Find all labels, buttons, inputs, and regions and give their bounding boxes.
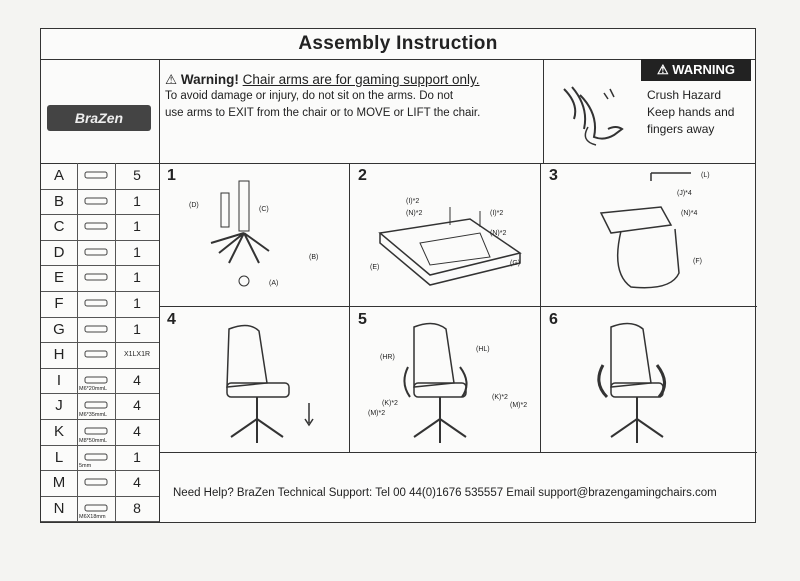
- cushion-icon: [77, 317, 116, 343]
- part-quantity: 1: [133, 243, 141, 260]
- crush-hazard-cell: [637, 59, 755, 163]
- label-g: (G): [510, 260, 521, 267]
- part-quantity: 8: [133, 499, 141, 516]
- arm-warning-heading: [165, 71, 545, 88]
- gas-lift-icon: [77, 214, 116, 240]
- warning-badge-label: WARNING: [672, 62, 736, 77]
- armrest-icon: [77, 342, 116, 368]
- crush-hand-icon: [544, 59, 636, 163]
- part-row: [41, 419, 159, 446]
- step-number: 6: [549, 311, 558, 328]
- label-hl: (HL): [476, 346, 490, 353]
- crush-line-2: Keep hands and: [647, 105, 735, 119]
- part-spec: M6*20mmL: [79, 386, 108, 393]
- part-letter: F: [41, 291, 78, 317]
- part-letter: D: [41, 240, 78, 266]
- step-1-diagram: [159, 163, 350, 307]
- step-4-diagram: [159, 307, 350, 453]
- crush-line-1: Crush Hazard: [647, 88, 722, 102]
- step-number: 4: [167, 311, 176, 328]
- bolt-icon: [77, 393, 116, 419]
- part-row: [41, 189, 159, 216]
- warning-heading-rest: Chair arms are for gaming support only.: [242, 72, 480, 87]
- part-quantity: 5: [133, 167, 141, 183]
- part-letter: A: [41, 163, 78, 189]
- part-quantity: 1: [133, 269, 141, 286]
- crush-line-3: fingers away: [647, 122, 715, 136]
- step-2-panel: [350, 163, 541, 307]
- part-row: [41, 393, 159, 420]
- step-number: 1: [167, 167, 176, 184]
- warning-label: Warning!: [180, 72, 239, 87]
- page-title: Assembly Instruction: [41, 29, 755, 60]
- part-letter: L: [41, 445, 78, 471]
- label-e: (E): [370, 264, 380, 271]
- part-quantity: 4: [133, 423, 141, 439]
- label-m-2: (M)*2: [510, 402, 528, 409]
- label-n-1: (N)*2: [406, 210, 423, 217]
- part-letter: I: [41, 368, 78, 394]
- part-spec: M6X18mm: [79, 514, 106, 521]
- warning-row: [41, 59, 755, 164]
- part-letter: G: [41, 317, 78, 343]
- step-4-panel: [159, 307, 350, 453]
- step-3-diagram: [541, 163, 757, 307]
- assembly-steps: [159, 163, 757, 453]
- part-spec: 5mm: [79, 463, 92, 470]
- warning-line-2: use arms to EXIT from the chair or to MOVE or LIFT the chair.: [165, 107, 481, 119]
- part-letter: E: [41, 265, 78, 291]
- label-a: (A): [269, 280, 279, 287]
- part-quantity: 4: [133, 474, 141, 491]
- part-quantity: X1LX1R: [123, 351, 151, 359]
- label-n-2: (N)*2: [490, 230, 507, 237]
- part-row: [41, 496, 159, 523]
- base-star-icon: [77, 189, 116, 215]
- mechanism-icon: [77, 265, 116, 291]
- screw-icon: [77, 496, 116, 522]
- step-5-diagram: [350, 307, 541, 453]
- label-j: (J)*4: [677, 190, 692, 197]
- part-row: [41, 368, 159, 395]
- bolt-icon: [77, 368, 116, 394]
- logo-cell: [41, 59, 160, 163]
- cylinder-cover-icon: [77, 240, 116, 266]
- part-row: [41, 265, 159, 292]
- part-quantity: 1: [133, 295, 141, 311]
- label-k-2: (K)*2: [492, 394, 508, 401]
- step-number: 3: [549, 167, 558, 184]
- part-letter: K: [41, 419, 78, 445]
- support-footer: [159, 453, 757, 522]
- label-k-1: (K)*2: [382, 400, 398, 407]
- step-3-panel: [541, 163, 757, 307]
- part-letter: H: [41, 342, 78, 368]
- part-quantity: 1: [133, 448, 141, 465]
- label-i-2: (I)*2: [490, 210, 504, 217]
- part-quantity: 1: [133, 320, 141, 337]
- step-6-diagram: [541, 307, 757, 453]
- allen-key-icon: [77, 445, 116, 471]
- part-quantity: 1: [133, 192, 141, 209]
- crush-hazard-text: [647, 87, 734, 138]
- washer-icon: [77, 470, 116, 496]
- label-hr: (HR): [380, 354, 395, 361]
- label-b: (B): [309, 254, 319, 261]
- part-letter: M: [41, 470, 78, 496]
- part-row: [41, 317, 159, 344]
- arm-warning: [165, 71, 545, 122]
- part-row: [41, 291, 159, 318]
- part-row: [41, 163, 159, 190]
- step-6-panel: [541, 307, 757, 453]
- brazen-logo: BraZen: [47, 105, 151, 131]
- part-spec: M8*50mmL: [79, 437, 108, 444]
- part-row: [41, 240, 159, 267]
- caster-icon: [77, 163, 116, 189]
- part-quantity: 1: [133, 218, 141, 235]
- label-c: (C): [259, 206, 269, 213]
- label-i-1: (I)*2: [406, 198, 420, 205]
- part-letter: B: [41, 189, 78, 215]
- part-spec: M6*35mmL: [79, 411, 108, 418]
- part-quantity: 4: [133, 397, 141, 414]
- warning-triangle-icon: ⚠: [165, 72, 178, 87]
- hand-icon-cell: [543, 59, 636, 163]
- instruction-sheet: [40, 28, 756, 523]
- part-row: [41, 470, 159, 497]
- bolt-icon: [77, 419, 116, 445]
- warning-badge: ⚠ WARNING: [641, 59, 751, 81]
- part-row: [41, 342, 159, 369]
- label-m-1: (M)*2: [368, 410, 386, 417]
- step-5-panel: [350, 307, 541, 453]
- backrest-bracket-icon: [77, 291, 116, 317]
- label-n: (N)*4: [681, 210, 698, 217]
- label-d: (D): [189, 202, 199, 209]
- step-2-diagram: [350, 163, 541, 307]
- step-number: 2: [358, 167, 367, 184]
- label-f: (F): [693, 258, 702, 265]
- support-contact: Need Help? BraZen Technical Support: Tel 00 44(0)1676 535557 Email support@brazengamingchairs.com: [173, 487, 717, 499]
- parts-list: [41, 163, 160, 522]
- step-1-panel: [159, 163, 350, 307]
- part-quantity: 4: [133, 371, 141, 388]
- label-l: (L): [701, 172, 710, 179]
- part-row: [41, 214, 159, 241]
- part-letter: N: [41, 496, 78, 522]
- part-row: [41, 445, 159, 472]
- part-letter: J: [41, 393, 78, 419]
- step-number: 5: [358, 311, 367, 328]
- warning-line-1: To avoid damage or injury, do not sit on the arms. Do not: [165, 90, 454, 102]
- part-letter: C: [41, 214, 78, 240]
